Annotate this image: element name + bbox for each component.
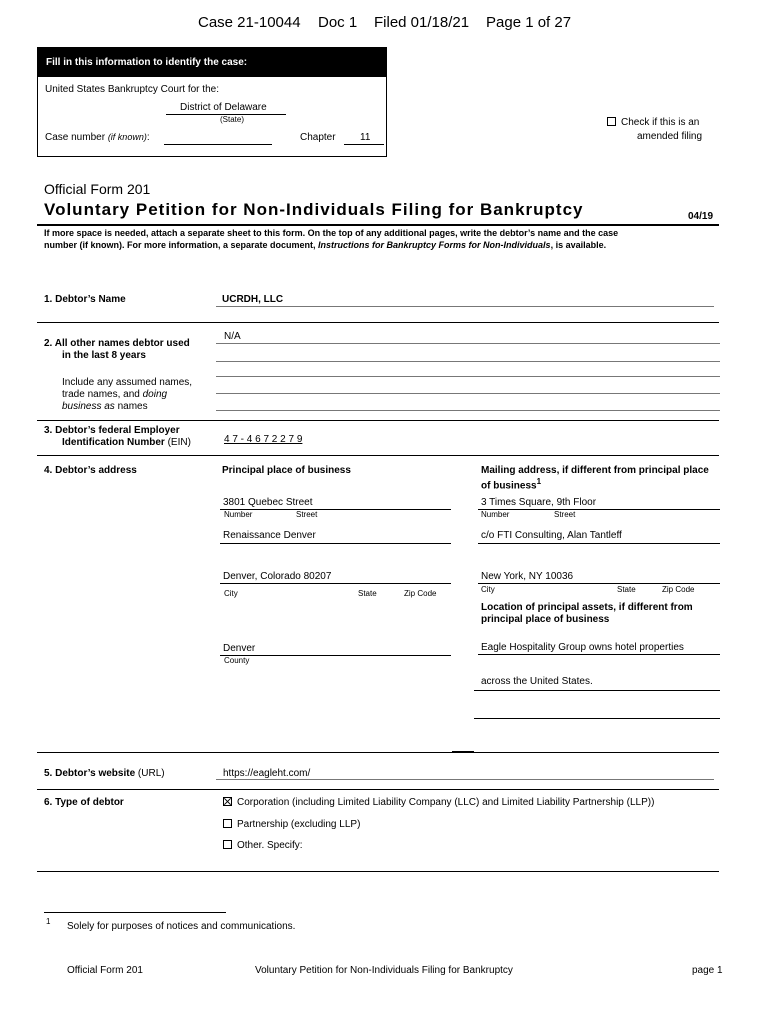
county-field[interactable]	[220, 655, 451, 656]
item1-label: 1. Debtor’s Name	[44, 294, 126, 305]
mailing-zip-sub: Zip Code	[662, 585, 695, 594]
instructions-doc-name: Instructions for Bankruptcy Forms for Non-Individuals	[318, 240, 551, 250]
mailing-street2-value: c/o FTI Consulting, Alan Tantleff	[481, 530, 622, 541]
option-other-label: Other. Specify:	[237, 840, 303, 851]
other-names-field-2[interactable]	[216, 361, 720, 362]
item5-label: 5. Debtor’s website	[44, 768, 136, 779]
court-label: United States Bankruptcy Court for the:	[45, 84, 219, 95]
website-field[interactable]	[216, 779, 714, 780]
item2-note-line1: Include any assumed names,	[62, 377, 193, 388]
footnote-rule	[44, 912, 226, 913]
divider-4	[37, 752, 719, 753]
assets-heading-line1: Location of principal assets, if different from	[481, 602, 693, 613]
page-number-header: Page 1 of 27	[486, 14, 572, 31]
footer-form-number: Official Form 201	[67, 965, 143, 976]
other-names-field-4[interactable]	[216, 393, 720, 394]
mailing-number-sub: Number	[481, 510, 510, 519]
mailing-street-value: 3 Times Square, 9th Floor	[481, 497, 597, 508]
case-number-label-text: Case number	[45, 132, 106, 143]
case-number-label	[45, 132, 150, 143]
ein-value: 4 7 - 4 6 7 2 2 7 9	[224, 434, 303, 445]
chapter-value: 11	[360, 132, 371, 143]
amended-filing-check[interactable]	[607, 117, 699, 128]
county-value: Denver	[223, 643, 256, 654]
instructions-line2-a: number (if known). For more information, a separate document,	[44, 240, 319, 250]
case-number-header: Case 21-10044	[198, 14, 301, 31]
footnote-text: Solely for purposes of notices and communications.	[67, 921, 296, 932]
debtor-name-value: UCRDH, LLC	[222, 294, 284, 305]
assets-field-3[interactable]	[474, 718, 720, 719]
item3-label-line2: Identification Number	[62, 437, 165, 448]
amended-checkbox[interactable]	[607, 117, 616, 126]
footer-form-title: Voluntary Petition for Non-Individuals Filing for Bankruptcy	[255, 965, 513, 976]
website-value[interactable]: https://eagleht.com/	[223, 768, 311, 779]
item2-note-line2	[62, 389, 167, 400]
district-value: District of Delaware	[180, 102, 267, 113]
corporation-checkbox[interactable]	[223, 797, 232, 806]
other-checkbox[interactable]	[223, 840, 232, 849]
case-info-box	[37, 47, 387, 157]
title-rule	[37, 224, 719, 226]
filed-date-header: Filed 01/18/21	[374, 14, 470, 31]
case-number-colon: :	[146, 132, 150, 143]
case-number-note: (if known)	[107, 132, 147, 142]
principal-street-field[interactable]	[220, 509, 451, 510]
principal-city-field[interactable]	[220, 583, 451, 584]
option-partnership-label: Partnership (excluding LLP)	[237, 819, 361, 830]
mailing-street-field[interactable]	[478, 509, 720, 510]
doc-number-header: Doc 1	[318, 14, 358, 31]
divider-3	[37, 455, 719, 456]
mailing-city-field[interactable]	[478, 583, 720, 584]
item2-label-line1: 2. All other names debtor used	[44, 338, 190, 349]
principal-city-sub: City	[224, 589, 238, 598]
debtor-name-field[interactable]	[216, 306, 714, 307]
footnote-number: 1	[46, 917, 51, 926]
mailing-heading-line1: Mailing address, if different from principal place	[481, 465, 709, 476]
item2-label-line2: in the last 8 years	[62, 350, 146, 361]
mailing-street2-field[interactable]	[478, 543, 720, 544]
divider-2	[37, 420, 719, 421]
item2-note-line3-text: names	[114, 401, 148, 412]
option-other[interactable]	[223, 840, 303, 851]
assets-field-1[interactable]	[478, 654, 720, 655]
case-info-box-title: Fill in this information to identify the case:	[38, 48, 386, 77]
form-number: Official Form 201	[44, 181, 151, 197]
option-partnership[interactable]	[223, 819, 360, 830]
other-names-field-1[interactable]	[216, 343, 720, 344]
mailing-street-sub: Street	[554, 510, 576, 519]
item4-label: 4. Debtor’s address	[44, 465, 137, 476]
instructions-line2-c: , is available.	[550, 240, 607, 250]
principal-street-value: 3801 Quebec Street	[223, 497, 313, 508]
principal-street-sub: Street	[296, 510, 318, 519]
divider-5	[37, 789, 719, 790]
item5-label-suffix: (URL)	[135, 768, 165, 779]
assets-field-2[interactable]	[474, 690, 720, 691]
chapter-label: Chapter	[300, 132, 336, 143]
item3-label-suffix: (EIN)	[164, 437, 191, 448]
item2-note-line3-italic: business as	[62, 401, 115, 412]
assets-value-line1: Eagle Hospitality Group owns hotel properties	[481, 642, 684, 653]
footnote-ref-1: 1	[536, 477, 542, 486]
item2-note-line2-italic: doing	[142, 389, 168, 400]
principal-street2-field[interactable]	[220, 543, 451, 544]
principal-number-sub: Number	[224, 510, 253, 519]
item6-label: 6. Type of debtor	[44, 797, 124, 808]
form-version: 04/19	[688, 211, 714, 222]
assets-value-line2: across the United States.	[481, 676, 593, 687]
item2-note-line3	[62, 401, 148, 412]
principal-street2-value: Renaissance Denver	[223, 530, 316, 541]
principal-zip-sub: Zip Code	[404, 589, 437, 598]
instructions-line1: If more space is needed, attach a separate sheet to this form. On the top of any additional pages, write the debtor’s name and the case	[44, 228, 619, 238]
mailing-city-value: New York, NY 10036	[481, 571, 574, 582]
other-names-value: N/A	[224, 331, 241, 342]
form-title: Voluntary Petition for Non-Individuals Filing for Bankruptcy	[44, 200, 584, 219]
amended-label-line1: Check if this is an	[621, 117, 700, 128]
footer-page-number: page 1	[692, 965, 723, 976]
principal-state-sub: State	[358, 589, 377, 598]
state-label: (State)	[220, 115, 245, 124]
mailing-city-sub: City	[481, 585, 495, 594]
other-names-field-5[interactable]	[216, 410, 720, 411]
partnership-checkbox[interactable]	[223, 819, 232, 828]
item3-label-line1: 3. Debtor’s federal Employer	[44, 425, 180, 436]
mailing-heading-line2: of business	[481, 480, 537, 492]
amended-label-line2: amended filing	[637, 131, 703, 142]
principal-place-heading: Principal place of business	[222, 465, 351, 476]
divider-1	[37, 322, 719, 323]
chapter-underline	[344, 144, 384, 145]
option-corporation[interactable]	[223, 797, 654, 808]
county-sub: County	[224, 656, 250, 665]
option-corporation-label: Corporation (including Limited Liability Company (LLC) and Limited Liability Partnership (LLP))	[237, 797, 655, 808]
principal-city-value: Denver, Colorado 80207	[223, 571, 332, 582]
case-number-field[interactable]	[164, 144, 272, 145]
assets-heading-line2: principal place of business	[481, 614, 610, 625]
divider-6	[37, 871, 719, 872]
item2-note-line2-text: trade names, and	[62, 389, 143, 400]
instructions-line2	[44, 240, 606, 250]
mailing-state-sub: State	[617, 585, 636, 594]
other-names-field-3[interactable]	[216, 376, 720, 377]
